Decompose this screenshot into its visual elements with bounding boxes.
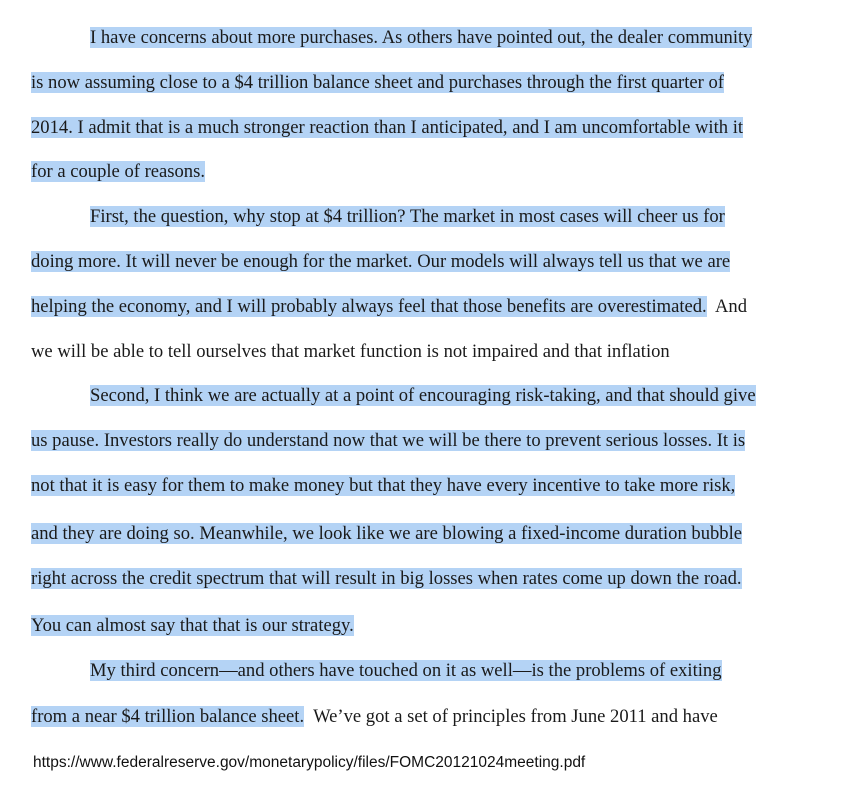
text-line[interactable]: [31, 158, 205, 185]
highlighted-text[interactable]: 2014. I admit that is a much stronger reaction than I anticipated, and I am uncomfortable with it: [31, 117, 744, 138]
text-line[interactable]: [31, 69, 724, 96]
text-line[interactable]: [31, 248, 730, 275]
highlighted-text[interactable]: doing more. It will never be enough for the market. Our models will always tell us that we are: [31, 251, 731, 272]
text-line[interactable]: [90, 203, 725, 230]
text-line[interactable]: [31, 114, 743, 141]
text-line[interactable]: [90, 24, 752, 51]
highlighted-text[interactable]: and they are doing so. Meanwhile, we look like we are blowing a fixed-income duration bubble: [31, 523, 743, 544]
text-line[interactable]: [90, 657, 722, 684]
highlighted-text[interactable]: Second, I think we are actually at a point of encouraging risk-taking, and that should give: [90, 385, 756, 406]
highlighted-text[interactable]: for a couple of reasons.: [31, 161, 205, 182]
highlighted-text[interactable]: from a near $4 trillion balance sheet.: [31, 706, 305, 727]
text-line[interactable]: [31, 338, 670, 365]
highlighted-text[interactable]: is now assuming close to a $4 trillion balance sheet and purchases through the first quarter of: [31, 72, 724, 93]
plain-text: And: [706, 296, 747, 317]
highlighted-text[interactable]: us pause. Investors really do understand now that we will be there to prevent serious losses. It is: [31, 430, 746, 451]
text-line[interactable]: [90, 382, 756, 409]
highlighted-text[interactable]: right across the credit spectrum that will result in big losses when rates come up down the road.: [31, 568, 742, 589]
text-line[interactable]: [31, 472, 735, 499]
plain-text: We’ve got a set of principles from June 2011 and have: [304, 706, 718, 727]
text-line[interactable]: [31, 293, 747, 320]
highlighted-text[interactable]: You can almost say that that is our strategy.: [31, 615, 354, 636]
text-line[interactable]: [31, 612, 354, 639]
source-url[interactable]: https://www.federalreserve.gov/monetarypolicy/files/FOMC20121024meeting.pdf: [33, 754, 586, 771]
highlighted-text[interactable]: My third concern—and others have touched on it as well—is the problems of exiting: [90, 660, 722, 681]
highlighted-text[interactable]: helping the economy, and I will probably always feel that those benefits are overestimated.: [31, 296, 707, 317]
text-line[interactable]: [31, 427, 745, 454]
highlighted-text[interactable]: I have concerns about more purchases. As others have pointed out, the dealer community: [90, 27, 753, 48]
text-line[interactable]: [31, 520, 742, 547]
highlighted-text[interactable]: First, the question, why stop at $4 trillion? The market in most cases will cheer us for: [90, 206, 725, 227]
plain-text: we will be able to tell ourselves that market function is not impaired and that inflation: [31, 341, 670, 362]
text-line[interactable]: [31, 703, 718, 730]
highlighted-text[interactable]: not that it is easy for them to make money but that they have every incentive to take more risk,: [31, 475, 736, 496]
text-line[interactable]: [31, 565, 742, 592]
